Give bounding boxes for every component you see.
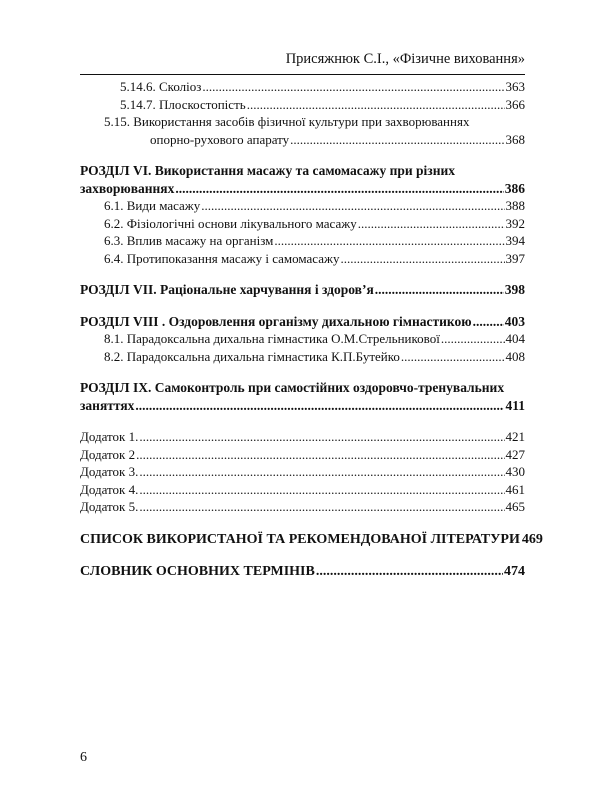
toc-page-number: 430 [505,464,525,479]
toc-leader-dots [135,397,504,415]
toc-entry-text: Додаток 1. [80,429,139,444]
toc-chapter-title-continued: захворюваннях [80,180,175,196]
toc-leader-dots [201,197,504,215]
toc-chapter-6 [80,162,525,197]
toc-entry-8-2 [80,348,525,366]
toc-entry-8-1 [80,330,525,348]
toc-entry-text: 5.14.6. Сколіоз [120,79,202,94]
toc-leader-dots [139,481,504,499]
toc-page-number: 408 [505,348,525,364]
toc-page-number: 469 [521,531,543,547]
running-header: Присяжнюк С.І., «Фізичне виховання» [285,51,525,67]
toc-leader-dots [136,446,504,464]
toc-chapter-title: РОЗДІЛ VI. Використання масажу та самомасажу при різних [80,163,456,178]
toc-entry-6-2 [80,215,525,233]
toc-leader-dots [340,250,504,268]
toc-chapter-title-continued: заняттях [80,397,135,413]
toc-entry-text: 6.3. Вплив масажу на організм [104,233,274,248]
toc-page-number: 366 [505,96,525,112]
toc-page-number: 398 [504,282,525,297]
toc-entry-text-continued: опорно-рухового апарату [150,131,290,147]
toc-entry-text: Додаток 2 [80,446,136,462]
toc-leader-dots [139,463,504,481]
toc-leader-dots [375,281,504,299]
toc-leader-dots [473,313,504,331]
toc-glossary [80,562,525,582]
toc-chapter-title: РОЗДІЛ VIII . Оздоровлення організму дихальною гімнастикою [80,313,472,329]
toc-entry-text: 6.2. Фізіологічні основи лікувального масажу [104,215,357,231]
toc-entry-5-14-7 [80,96,525,114]
toc-appendix-3 [80,463,525,481]
toc-chapter-title: РОЗДІЛ VII. Раціональне харчування і здоров’я [80,282,374,297]
toc-page-number: 427 [505,446,525,462]
toc-leader-dots [358,215,505,233]
toc-entry-text: 6.1. Види масажу [104,198,201,213]
toc-entry-6-4 [80,250,525,268]
toc-entry-text: 8.1. Парадоксальна дихальна гімнастика О.М.Стрельникової [104,331,440,346]
toc-page-number: 403 [504,313,525,329]
toc-literature-title: СПИСОК ВИКОРИСТАНОЇ ТА РЕКОМЕНДОВАНОЇ ЛІТЕРАТУРИ [80,531,520,547]
toc-chapter-8 [80,313,525,331]
toc-entry-text: 5.15. Використання засобів фізичної культури при захворюваннях [104,114,470,129]
header-rule [80,74,525,75]
toc-page-number: 368 [505,131,525,147]
toc-leader-dots [316,562,503,582]
toc-entry-text: Додаток 3. [80,464,139,479]
toc-entry-text: 5.14.7. Плоскостопість [120,96,246,112]
toc-appendix-1 [80,428,525,446]
toc-leader-dots [139,498,504,516]
table-of-contents [80,78,543,582]
toc-page-number: 474 [504,563,525,579]
toc-page-number: 421 [505,429,525,444]
toc-leader-dots [175,180,503,198]
toc-leader-dots [247,96,505,114]
toc-leader-dots [441,330,505,348]
toc-entry-6-3 [80,232,525,250]
toc-chapter-title: РОЗДІЛ IX. Самоконтроль при самостійних оздоровчо-тренувальних [80,380,505,395]
toc-leader-dots [139,428,504,446]
toc-entry-text: Додаток 4. [80,481,139,497]
toc-appendix-2 [80,446,525,464]
toc-leader-dots [202,78,504,96]
toc-page-number: 386 [504,180,525,196]
toc-page-number: 397 [505,250,525,266]
toc-entry-5-14-6 [80,78,525,96]
page-number: 6 [80,750,87,765]
toc-leader-dots [274,232,504,250]
toc-entry-text: 6.4. Протипоказання масажу і самомасажу [104,250,340,266]
toc-chapter-7 [80,281,525,299]
toc-glossary-title: СЛОВНИК ОСНОВНИХ ТЕРМІНІВ [80,563,315,579]
toc-entry-text: Додаток 5. [80,499,139,514]
toc-page-number: 394 [505,233,525,248]
toc-literature [80,530,543,550]
toc-entry-5-15 [80,113,525,148]
toc-leader-dots [290,131,504,149]
toc-appendix-5 [80,498,525,516]
toc-appendix-4 [80,481,525,499]
toc-page-number: 461 [505,481,525,497]
toc-entry-text: 8.2. Парадоксальна дихальна гімнастика К.П.Бутейко [104,348,400,364]
toc-page-number: 404 [505,331,525,346]
toc-page-number: 388 [505,198,525,213]
toc-page-number: 363 [505,79,525,94]
toc-chapter-9 [80,379,525,414]
toc-page-number: 465 [505,499,525,514]
toc-page-number: 411 [505,397,525,413]
toc-page-number: 392 [505,215,525,231]
toc-leader-dots [401,348,505,366]
toc-entry-6-1 [80,197,525,215]
